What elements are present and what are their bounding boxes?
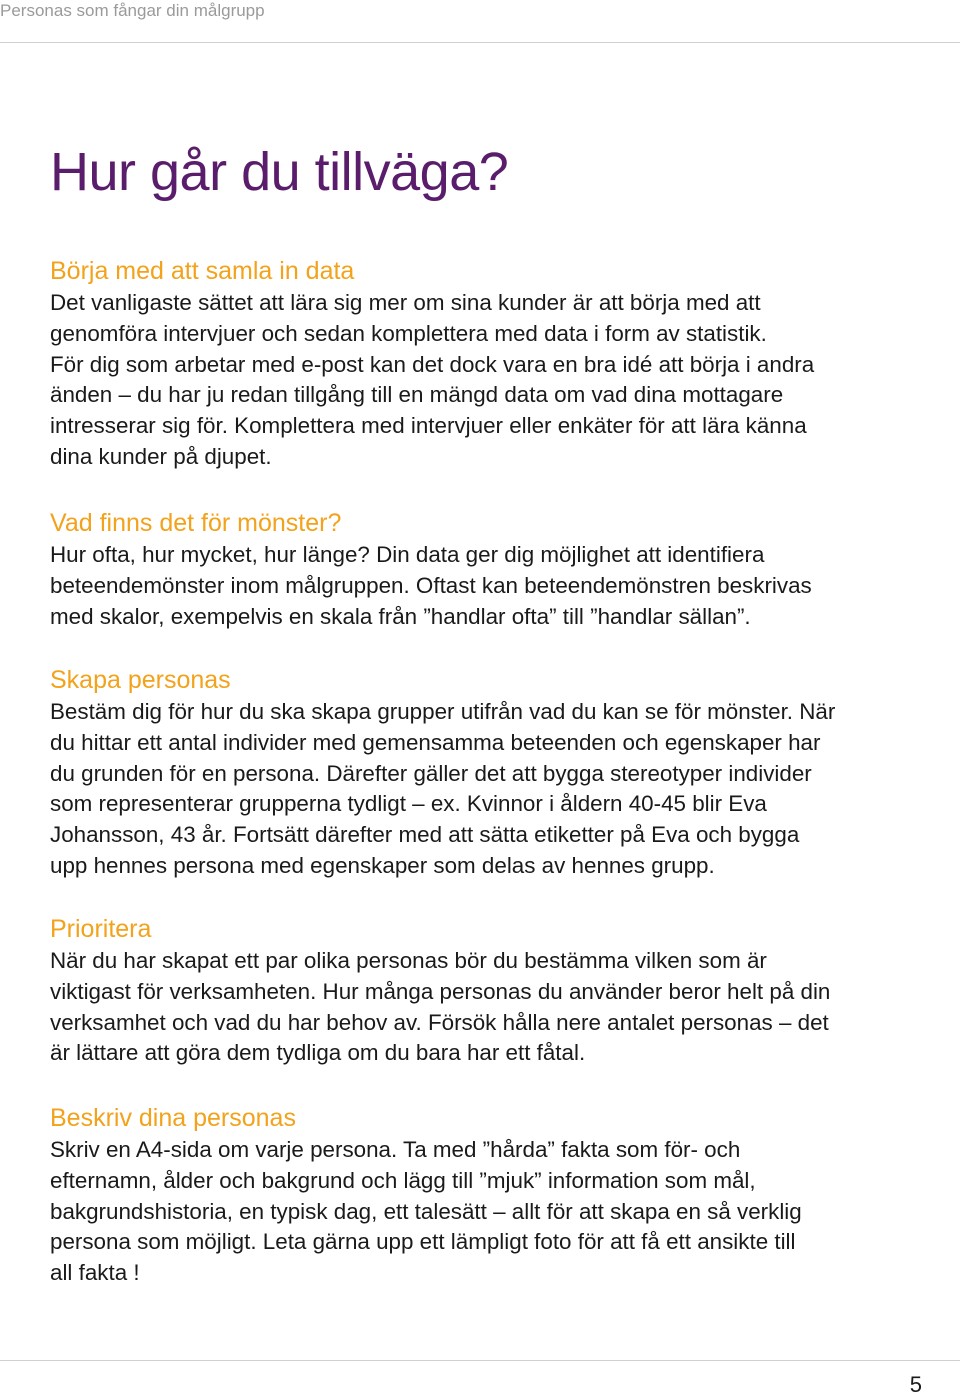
footer-divider <box>0 1360 960 1361</box>
body-line: Hur ofta, hur mycket, hur länge? Din data ger dig möjlighet att identifiera <box>50 542 765 567</box>
section-patterns <box>50 506 910 632</box>
page-title: Hur går du tillväga? <box>50 142 509 202</box>
section-body <box>50 946 910 1069</box>
section-create-personas <box>50 663 910 882</box>
section-heading: Vad finns det för mönster? <box>50 509 342 537</box>
body-line: För dig som arbetar med e-post kan det dock vara en bra idé att börja i andra <box>50 351 815 377</box>
page-number: 5 <box>909 1372 922 1397</box>
body-line: beteendemönster inom målgruppen. Oftast kan beteendemönstren beskrivas <box>50 572 812 598</box>
body-line: genomföra intervjuer och sedan komplettera med data i form av statistik. <box>50 320 767 346</box>
section-collect-data <box>50 254 910 473</box>
section-describe-personas <box>50 1101 910 1289</box>
section-body <box>50 1135 910 1289</box>
body-line: Bestäm dig för hur du ska skapa grupper utifrån vad du kan se för mönster. När <box>50 699 836 724</box>
section-heading: Börja med att samla in data <box>50 257 355 285</box>
section-heading: Prioritera <box>50 915 152 943</box>
body-line: persona som möjligt. Leta gärna upp ett lämpligt foto för att få ett ansikte till <box>50 1229 796 1255</box>
body-line: viktigast för verksamheten. Hur många personas du använder beror helt på din <box>50 978 831 1004</box>
section-heading: Skapa personas <box>50 666 231 694</box>
running-header-text: Personas som fångar din målgrupp <box>0 1 265 20</box>
body-line: du grunden för en persona. Därefter gäller det att bygga stereotyper individer <box>50 760 812 786</box>
section-body <box>50 697 910 882</box>
section-body <box>50 540 910 632</box>
body-line: bakgrundshistoria, en typisk dag, ett talesätt – allt för att skapa en så verklig <box>50 1198 802 1224</box>
body-line: efternamn, ålder och bakgrund och lägg till ”mjuk” information som mål, <box>50 1167 756 1193</box>
body-line: upp hennes persona med egenskaper som delas av hennes grupp. <box>50 852 715 878</box>
body-line: När du har skapat ett par olika personas bör du bestämma vilken som är <box>50 948 767 973</box>
body-line: du hittar ett antal individer med gemensamma beteenden och egenskaper har <box>50 729 821 755</box>
body-line: med skalor, exempelvis en skala från ”handlar ofta” till ”handlar sällan”. <box>50 603 751 629</box>
body-line: Johansson, 43 år. Fortsätt därefter med att sätta etiketter på Eva och bygga <box>50 822 800 848</box>
body-line: är lättare att göra dem tydliga om du bara har ett fåtal. <box>50 1040 586 1066</box>
header-divider <box>0 42 960 43</box>
body-line: Det vanligaste sättet att lära sig mer om sina kunder är att börja med att <box>50 290 761 315</box>
body-line: verksamhet och vad du har behov av. Försök hålla nere antalet personas – det <box>50 1009 829 1035</box>
body-line: änden – du har ju redan tillgång till en mängd data om vad dina mottagare <box>50 382 784 408</box>
body-line: Skriv en A4-sida om varje persona. Ta med ”hårda” fakta som för- och <box>50 1137 741 1162</box>
running-header <box>0 0 960 44</box>
section-prioritize <box>50 912 910 1069</box>
body-line: all fakta ! <box>50 1260 140 1286</box>
body-line: som representerar grupperna tydligt – ex. Kvinnor i åldern 40-45 blir Eva <box>50 791 767 817</box>
body-line: dina kunder på djupet. <box>50 443 272 469</box>
section-body <box>50 288 910 473</box>
body-line: intresserar sig för. Komplettera med intervjuer eller enkäter för att lära känna <box>50 413 807 439</box>
section-heading: Beskriv dina personas <box>50 1104 296 1132</box>
